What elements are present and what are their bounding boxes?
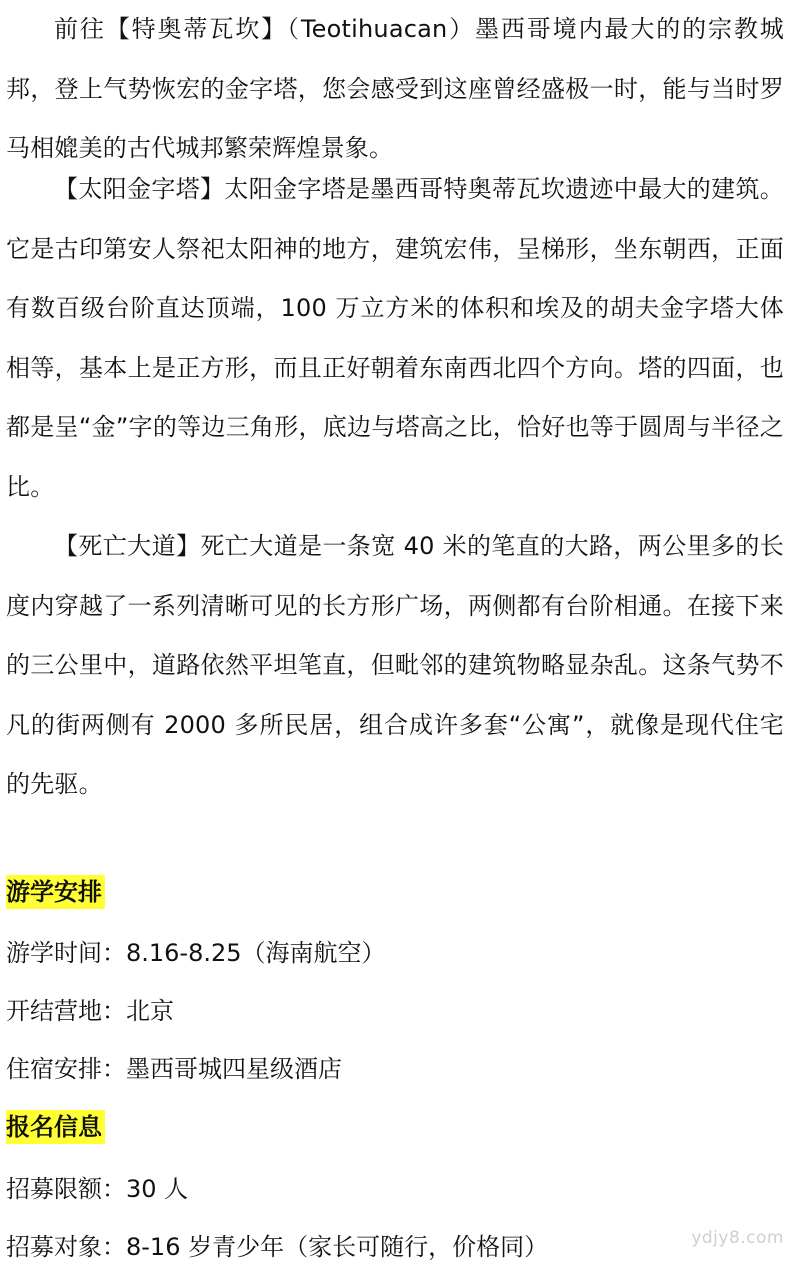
section-heading-trip-arrangement: 游学安排 — [6, 875, 105, 909]
paragraph-pyramid-of-the-sun: 【太阳金字塔】太阳金字塔是墨西哥特奥蒂瓦坎遗迹中最大的建筑。它是古印第安人祭祀太阳神的地方，建筑宏伟，呈梯形，坐东朝西，正面有数百级台阶直达顶端，100 万立方米的体积和埃及的胡夫金字塔大体相等，基本上是正方形，而且正好朝着东南西北四个方向。塔的四面，也都是呈“金”字的等边三角形，底边与塔高之比，恰好也等于圆周与半径之比。 — [6, 175, 784, 501]
info-enrollment-limit: 招募限额：30 人 — [6, 1175, 189, 1203]
section-heading-signup-info: 报名信息 — [6, 1110, 105, 1144]
paragraph-teotihuacan-intro: 前往【特奥蒂瓦坎】（Teotihuacan）墨西哥境内最大的的宗教城邦，登上气势恢宏的金字塔，您会感受到这座曾经盛极一时，能与当时罗马相媲美的古代城邦繁荣辉煌景象。 — [6, 15, 784, 162]
info-target-participants: 招募对象：8-16 岁青少年（家长可随行，价格同） — [6, 1233, 549, 1261]
info-accommodation: 住宿安排：墨西哥城四星级酒店 — [6, 1055, 342, 1083]
paragraph-avenue-of-the-dead: 【死亡大道】死亡大道是一条宽 40 米的笔直的大路，两公里多的长度内穿越了一系列清晰可见的长方形广场，两侧都有台阶相通。在接下来的三公里中，道路依然平坦笔直，但毗邻的建筑物略显杂乱。这条气势不凡的街两侧有 2000 多所民居，组合成许多套“公寓”，就像是现代住宅的先驱。 — [6, 532, 784, 798]
watermark-text: ydjy8.com — [691, 1228, 784, 1248]
info-trip-dates: 游学时间：8.16-8.25（海南航空） — [6, 939, 386, 967]
info-camp-location: 开结营地：北京 — [6, 997, 174, 1025]
